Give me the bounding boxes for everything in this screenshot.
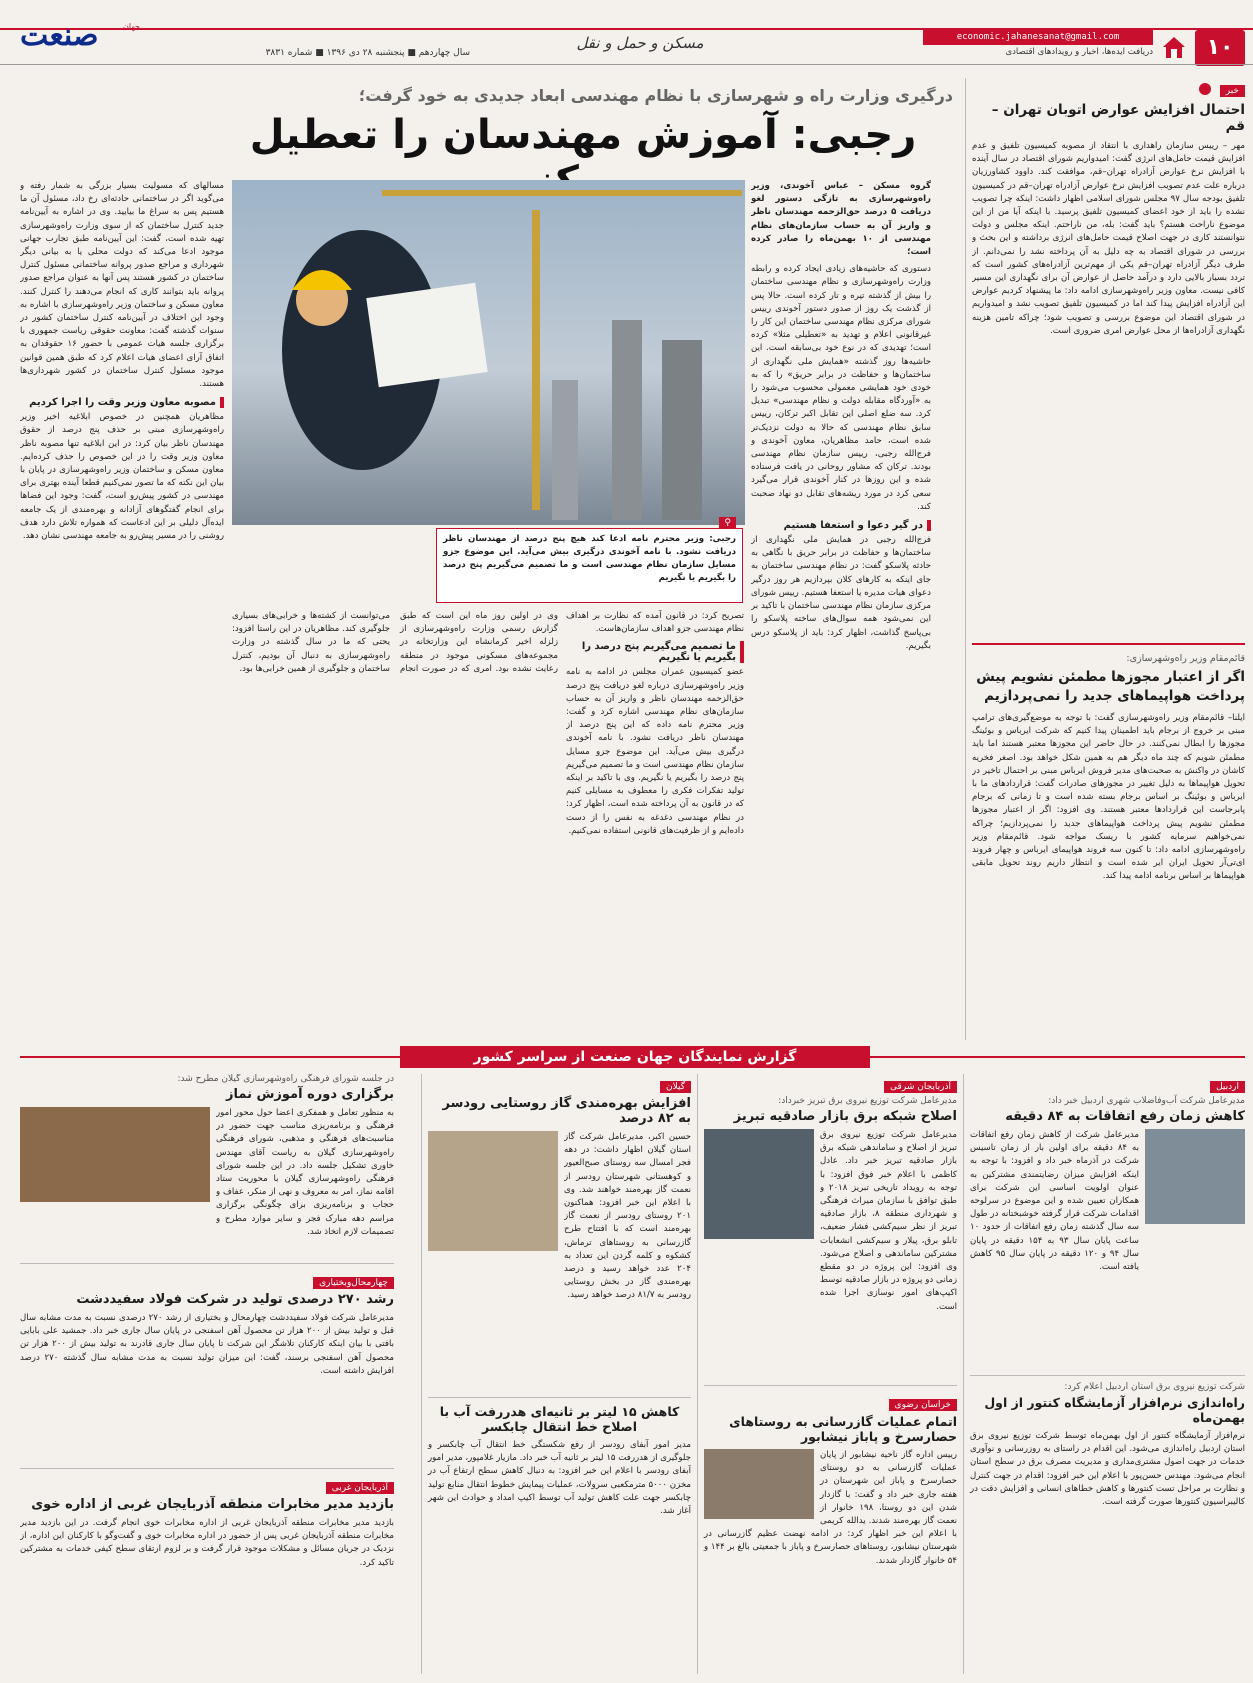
header-email[interactable]: economic.jahanesanat@gmail.com bbox=[923, 30, 1153, 45]
main-col3 bbox=[232, 610, 558, 960]
item-body: مدیرعامل شرکت از کاهش زمان رفع اتفاقات به ۸۴ دقیقه برای اولین بار از زمان تاسیس شرکت در آذرماه خبر داد و افزود: با توجه به اینکه افزایش میزان رضایتمندی مشترکین به عنوان اولویت اساسی این شرکت برای همکاران تعیین شده و این موضوع در سرلوحه اقدامات شرکت قرار گرفته خوشبختانه در طول سه سال گذشته زمان رفع اتفاقات از حدود ۱۰ ساعت پایان سال ۹۳ به ۱۵۴ دقیقه در پایان سال ۹۴ و ۱۲۰ دقیقه در پایان سال ۹۵ کاهش یافته است. bbox=[970, 1130, 1139, 1273]
main-col2-text: تصریح کرد: در قانون آمده که نظارت بر اهداف نظام مهندسی جزو اهداف سازمان‌هاست. bbox=[566, 611, 744, 635]
news-tag-label: خبر bbox=[1220, 85, 1245, 97]
main-kicker: درگیری وزارت راه و شهرسازی با نظام مهندسی ابعاد جدیدی به خود گرفت؛ bbox=[358, 86, 953, 105]
story1-body: مهر – رییس سازمان راهداری با انتقاد از مصوبه کمیسیون تلفیق و عدم افزایش قیمت حامل‌های انرژی گفت: امیدواریم شورای اقتصاد در سال آینده با افزایش نرخ عوارض آزادراه تهران–قم، موافقت کند. داوود کشاورزیان درباره علت عدم تصویب افزایش نرخ عوارض آزادراه تهران–قم در کمیسیون تلفیق بودجه سال ۹۷ مجلس شورای اسلامی اظهار داشت: اینکه چرا تصویب نشده را باید از خود اعضای کمیسیون تلفیق پرسید. با اینکه آیا من از این موضوع ناراحت هستم؟ باید گفت: بله، من ناراحتم. اینکه مجلس و دولت نتوانستند کاری در جهت اصلاح قیمت حامل‌های انرژی برداشته و این بحث و بررسی در شورای اقتصاد به چه دلیل به آن پرداخته نشد را نمی‌دانم. از طرف دیگر آزادراه تهران–قم یکی از مهم‌ترین آزادراه‌های کشور است که تردد بسیار بالایی دارد و درآمد حاصل از عوارض آن برای نگهداری این مسیر کافی نیست. معاون وزیر راه‌وشهرسازی ادامه داد: ما پیشنهاد کردیم عوارض این آزادراه افزایش پیدا کند اما در کمیسیون تلفیق تصویب نشد و امیدواریم در شورای اقتصاد این موضوع بررسی و تصویب شود؛ چراکه تامین هزینه نگهداری آزادراه‌ها از محل عوارض امری ضروری است. bbox=[972, 141, 1245, 336]
main-col3-text: وی در اولین روز ماه این است که طبق گزارش رسمی وزارت راه‌وشهرسازی از زلزله اخیر کرمانشاه این وزارتخانه در مجموعه‌های مسکونی موجود در منطقه رعایت نشده بود. امری که در صورت انجام می‌توانست از کشته‌ها و خرابی‌های بسیاری جلوگیری کند. مظاهریان در این راستا افزود: یحتی که ما در سال گذشته در وزارت راه‌وشهرسازی به دنبال آن بودیم، کنترل ساختمان و جلوگیری از همین خرابی‌ها بود. bbox=[232, 611, 558, 674]
item-photo bbox=[704, 1129, 814, 1239]
item-title: بازدید مدیر مخابرات منطقه آذربایجان غربی از اداره خوی bbox=[31, 1497, 394, 1512]
item-title: اتمام عملیات گازرسانی به روستاهای حصارسرخ و پاباز نیشابور bbox=[729, 1414, 957, 1444]
item-photo bbox=[20, 1107, 210, 1202]
photo-caption: رجبی: وزیر محترم نامه ادعا کند هیچ پنج درصد از مهندسان ناظر دریافت نشود. با نامه آخوندی درگیری بیش می‌آید. این موضوع جزو مسایل سازمان نظام مهندسی است و ما تصمیم می‌گیریم پنج درصد را بگیریم یا نگیریم bbox=[443, 534, 736, 583]
item-photo bbox=[704, 1449, 814, 1519]
logo-prefix: جهان bbox=[123, 22, 140, 31]
item-body: به منظور تعامل و همفکری اعضا حول محور امور فرهنگی و برنامه‌ریزی مناسب جهت حضور در مناسبت‌های فرهنگی و مذهبی، شورای فرهنگی راه‌وشهرسازی گیلان به ریاست آقای مهندس خاوری تشکیل جلسه داد. در این جلسه شورای فرهنگی راه‌وشهرسازی گیلان با محوریت ستاد اقامه نماز، امر به معروف و نهی از منکر، عفاف و حجاب و برنامه‌ریزی برای چگونگی برگزاری مراسم دهه مبارک فجر و سایر موارد مطرح و تصمیمات لازم اتخاذ شد. bbox=[216, 1108, 394, 1237]
item-photo bbox=[428, 1131, 558, 1251]
main-col4-text: مسالهای که مسولیت بسیار بزرگی به شمار رفته و می‌گوید اگر در ساختمانی حادثه‌ای رخ داد، مسئول آن ما هستیم پس به سراغ ما بیایید. وی در اشاره به آیین‌نامه جدید کنترل ساختمان که از سوی وزارت راه‌وشهرسازی تهیه شده است، گفت: این آیین‌نامه طبق تجارب جهانی موجود ادعا می‌کند که دولت محلی یا به بیانی دیگر شهرداری و مراجع صدور پروانه ساختمانی مسئول کنترل ساختمان در کشور هستند پس آنها به عنوان مراجع صدور پروانه باید بتوانند کاری که انجام می‌دهند را کنترل کنند. معاون مسکن و ساختمان وزیر راه‌وشهرسازی با اشاره به وجود این اختلاف در آیین‌نامه کنترل ساختمان کشور در سنوات گذشته گفت: معاونت حقوقی ریاست جمهوری با برگزاری جلسه هیات عمومی با حضور ۱۶ حقوقدان به اتفاق آرای اعضای هیات اعلام کرد که طبق همین قوانین موجود مسئول کنترل ساختمان در کشور شهرداری‌ها هستند. bbox=[20, 181, 224, 390]
right-column bbox=[965, 78, 1245, 1040]
story1-title: احتمال افزایش عوارض اتوبان تهران – قم bbox=[991, 102, 1245, 134]
main-col4 bbox=[20, 180, 224, 960]
item-photo bbox=[1145, 1129, 1245, 1224]
subhead-1: در گیر دعوا و استعفا هستیم bbox=[751, 520, 931, 531]
item-title: اصلاح شبکه برق بازار صادقیه تبریز bbox=[733, 1109, 957, 1124]
item-kicker: مدیرعامل شرکت توزیع نیروی برق تبریز خبرداد: bbox=[778, 1096, 957, 1106]
item-title: برگزاری دوره آموزش نماز bbox=[226, 1087, 394, 1102]
bottom-col-d bbox=[20, 1074, 394, 1674]
item-kicker: در جلسه شورای فرهنگی راه‌وشهرسازی گیلان مطرح شد: bbox=[177, 1074, 394, 1084]
issue-line: سال چهاردهم ■ پنجشنبه ۲۸ دی ۱۳۹۶ ■ شماره ۳۸۳۱ bbox=[265, 48, 470, 58]
story2-title: اگر از اعتبار مجوزها مطمئن نشویم پیش پرداخت هواپیماهای جدید را نمی‌پردازیم bbox=[976, 669, 1245, 704]
subhead-2: ما تصمیم می‌گیریم پنج درصد را بگیریم یا نگیریم bbox=[566, 641, 744, 663]
region-tag: گیلان bbox=[660, 1081, 691, 1093]
region-tag: چهارمحال‌وبختیاری bbox=[313, 1277, 394, 1289]
item-title: رشد ۲۷۰ درصدی تولید در شرکت فولاد سفیددشت bbox=[76, 1292, 394, 1307]
item-body: بازدید مدیر مخابرات منطقه آذربایجان غربی از اداره مخابرات خوی انجام گرفت. در این بازدید مدیر مخابرات منطقه آذربایجان غربی پس از حضور در اداره مخابرات خوی و گفت‌وگو با کارکنان این اداره، از نزدیک در جریان مسائل و مشکلات موجود قرار گرفت و بر لزوم ارتقای سطح کیفی خدمات به مشترکین تاکید کرد. bbox=[20, 1518, 394, 1568]
item-title: افزایش بهره‌مندی گاز روستایی رودسر به ۸۲ درصد bbox=[442, 1096, 691, 1126]
story2-kicker: قائم‌مقام وزیر راه‌وشهرسازی: bbox=[1126, 653, 1245, 664]
main-col2 bbox=[566, 610, 744, 960]
logo-text: صنعت bbox=[20, 18, 99, 53]
photo-caption-box bbox=[436, 518, 743, 603]
region-tag: آذربایجان غربی bbox=[326, 1482, 394, 1494]
section-title: مسکن و حمل و نقل bbox=[576, 34, 704, 52]
page-header bbox=[0, 0, 1253, 72]
item-body: نرم‌افزار آزمایشگاه کنتور از اول بهمن‌ماه توسط شرکت توزیع نیروی برق استان اردبیل راه‌اندازی می‌شود. این اقدام در راستای به روزرسانی و نوآوری خدمات در جهت اصول مشتری‌مداری و مدیریت مصرف برق در سطح استان انجام می‌شود. مهندس حسن‌پور با اعلام این خبر افزود: اقدام در جهت کنترل و نظارت بر مراحل تست کنتورها و کاهش خطاهای انسانی و افزایش دقت در کالیبراسیون کنتورها صورت گرفته است. bbox=[970, 1431, 1245, 1508]
main-col1b-text: فرج‌الله رجبی در همایش ملی نگهداری از ساختمان‌ها و حفاظت در برابر حریق با نگاهی به حادثه پلاسکو گفت: در نظام مهندسی ساختمان به جای اینکه به کارهای کلان بپردازیم هر روز درگیر دعوای هیات مدیره یا استعفا هستیم. رییس شورای مرکزی سازمان نظام مهندسی ساختمان با تاکید بر این نمی‌شود همه سوال‌های ساخته پلاسکو را بی‌پاسخ گذاشت، اظهار کرد: باید از پلاسکو درس بگیریم. bbox=[751, 535, 931, 651]
banner-label: گزارش نمایندگان جهان صنعت از سراسر کشور bbox=[400, 1046, 870, 1068]
main-headline: رجبی: آموزش مهندسان را تعطیل bbox=[249, 112, 917, 158]
page-number-badge: ۱۰ bbox=[1195, 30, 1245, 66]
main-col1 bbox=[751, 180, 931, 960]
news-icon bbox=[1199, 83, 1211, 95]
item-kicker: مدیرعامل شرکت آب‌وفاضلاب شهری اردبیل خبر داد: bbox=[1048, 1096, 1245, 1106]
news-tag bbox=[972, 78, 1245, 94]
item-body: حسین اکبر، مدیرعامل شرکت گاز استان گیلان اظهار داشت: در دهه فجر امسال سه روستای صبح‌العیور و کوهستانی شهرستان رودسر از نعمت گاز بهره‌مند خواهند شد. وی با اعلام این خبر افزود: هماکنون ۲۰۱ روستای رودسر از نعمت گاز بهره‌مند است که با افتتاح طرح گازرسانی به روستاهای ترماش، کشکوه و کلمه گردن این تعداد به ۲۰۴ عدد خواهد رسید و درصد بهره‌مندی گاز در بخش روستایی رودسر به ۸۱/۷ درصد خواهد رسید. bbox=[564, 1132, 691, 1301]
region-tag: خراسان رضوی bbox=[889, 1399, 957, 1411]
house-icon bbox=[1161, 34, 1187, 60]
header-email-sub: دریافت ایده‌ها، اخبار و رویدادهای اقتصادی bbox=[1005, 47, 1153, 57]
bottom-col-b bbox=[697, 1074, 957, 1674]
construction-scene bbox=[232, 180, 745, 525]
header-bottom-rule bbox=[0, 64, 1253, 65]
main-col4b-text: مظاهریان همچنین در خصوص ابلاغیه اخیر وزیر راه‌وشهرسازی مبنی بر حذف پنج درصد از حقوق مهندسان ناظر بیان کرد: در این ابلاغیه تنها مصوبه ناظر معاون وزیر وقت را در این خصوص را حذف کرده‌ایم. معاون مسکن و ساختمان وزیر راه‌وشهرسازی در پایان با بیان این نکته که ما تصور نمی‌کنیم قطعا آینده بهتری برای مهندسی در کشور پیش‌رو است، گفت: وجود این فضاها برای انجام گفتگوهای آزادانه و بهره‌مندی از یک جامعه ایده‌آل دلیلی بر این ادعاست که همواره تلاش دارد هدف روشنی را در مسیر پیش‌رو به جامعه مهندسی نشان دهد. bbox=[20, 412, 224, 542]
caption-search-icon: ⚲ bbox=[719, 517, 736, 529]
newspaper-logo bbox=[20, 18, 140, 56]
subhead-3: مصوبه معاون وزیر وقت را اجرا کردیم bbox=[20, 397, 224, 408]
story2-body: ایلنا– قائم‌مقام وزیر راه‌وشهرسازی گفت: با توجه به موضع‌گیری‌های ترامپ مبنی بر خروج از برجام باید اطمینان پیدا کنیم که شرکت ایرباس و بوئینگ مجوزها را ابطال نمی‌کنند. در حال حاضر این مجوزها معتبر هستند اما باید مطمئن شویم که چند ماه دیگر هم به همین شکل خواهد بود. اصغر فخریه کاشان در واکنش به صحبت‌های مدیر فروش ایرباس مبنی بر احتمال تاخیر در تحویل هواپیماها به دلیل تغییر در مجوزهای صادرات گفت: قراردادهای ما با ایرباس و بوئینگ بر اساس برجام بسته شده است و تا زمانی که برجام پابرجاست این قراردادها معتبر هستند. وی افزود: اگر از اعتبار مجوزها مطمئن نشویم پیش پرداخت هواپیماهای جدید را نمی‌پردازیم؛ چراکه نمی‌خواهیم سرمایه کشور با ریسک مواجه شود. قائم‌مقام وزیر راه‌وشهرسازی ادامه داد: تا کنون سه فروند هواپیمای ایرباس و چهار فروند ای‌تی‌آر تحویل ایران ایر شده است و انتظار داریم روند تحویل مابقی هواپیماها بر اساس برنامه ادامه پیدا کند. bbox=[972, 713, 1245, 882]
region-tag: آذربایجان شرقی bbox=[884, 1081, 957, 1093]
region-tag: اردبیل bbox=[1210, 1081, 1245, 1093]
header-top-rule bbox=[0, 28, 1253, 30]
item-title: کاهش زمان رفع اتفاقات به ۸۴ دقیقه bbox=[1005, 1109, 1245, 1124]
item-title: کاهش ۱۵ لیتر بر ثانیه‌ای هدررفت آب با اصلاح خط انتقال چابکسر bbox=[439, 1404, 680, 1434]
main-byline: گروه مسکن – عباس آخوندی، وزیر راه‌وشهرسازی به تازگی دستور لغو دریافت ۵ درصد حق‌الزحمه مهندسان ناظر و واریز آن به حساب سازمان‌های نظام مهندسی از ۱۰ بهمن‌ماه را صادر کرده است؛ bbox=[751, 181, 931, 258]
story-divider bbox=[972, 643, 1245, 645]
item-body: مدیرعامل شرکت فولاد سفیددشت چهارمحال و بختیاری از رشد ۲۷۰ درصدی نسبت به مدت مشابه سال قبل و تولید بیش از ۲۰۰ هزار تن محصول آهن اسفنجی در پایان سال جاری خبر داد. جمشید علی بابایی بافتی با بیان اینکه کارکنان تلاشگر این شرکت تا پایان سال جاری قادرند به تولید بیش از ۲۰۰ هزار تن محصول آهن اسفنجی برسند، گفت: این میزان تولید نسبت به مدت مشابه سال گذشته ۲۷۰ درصد افزایش داشته است. bbox=[20, 1313, 394, 1376]
item-body: رییس اداره گاز ناحیه نیشابور از پایان عملیات گازرسانی به دو روستای حصارسرخ و پاباز این شهرستان در هفته جاری خبر داد و گفت: با گازدار شدن این دو روستا، ۱۹۸ خانوار از نعمت گاز بهره‌مند شدند. یدالله کریمی با اعلام این خبر اظهار کرد: در ادامه نهضت عظیم گازرسانی در شهرستان نیشابور، روستاهای حصارسرخ و پاباز با جمعیتی بالغ بر ۱۴۴ و ۵۴ خانوار گازدار شدند. bbox=[704, 1450, 957, 1566]
main-col2b-text: عضو کمیسیون عمران مجلس در ادامه به نامه وزیر راه‌وشهرسازی درباره لغو دریافت پنج درصد حق‌الزحمه مهندسان ناظر و واریز آن به حساب سازمان‌های نظام مهندسی اشاره کرد و گفت: وزیر محترم نامه داده که این پنج درصد از مهندسان ناظر دریافت نشود. با نامه آخوندی درگیری بیش می‌آید. این موضوع جزو مسایل سازمان نظام مهندسی است و ما تصمیم می‌گیریم پنج درصد را بگیریم یا نگیریم. وی با تاکید بر اینکه تولید تفکرات فکری را معطوف به مسایلی کنیم که در قانون به آن پرداخته شده است، اظهار کرد: در نظام مهندسی دغدغه به نفس را از دست داده‌ایم و از ظرفیت‌های قانونی استفاده نمی‌کنیم. bbox=[566, 667, 744, 836]
bottom-col-c bbox=[421, 1074, 691, 1674]
bottom-col-a bbox=[963, 1074, 1245, 1674]
item-body: مدیرعامل شرکت توزیع نیروی برق تبریز از اصلاح و ساماندهی شبکه برق بازار صادقیه تبریز خبر داد. عادل کاظمی با اعلام خبر فوق افزود: با توجه به رویداد تاریخی تبریز ۲۰۱۸ و طبق توافق با سازمان میراث فرهنگی و شهرداری منطقه ۸، بازار صادقیه تبریز از نظر سیم‌کشی فشار ضعیف، تابلو برق، پیلار و سیم‌کشی انشعابات مشترکین ساماندهی و اصلاح می‌شود. وی افزود: این پروژه در دو مقطع زمانی دو پروژه در بازار صادقیه توسط اکیپ‌های امور نوسازی اجرا شده است. bbox=[820, 1130, 957, 1312]
item-kicker: شرکت توزیع نیروی برق استان اردبیل اعلام کرد: bbox=[1064, 1382, 1245, 1392]
engineer-photo bbox=[232, 180, 745, 525]
main-col1-text: دستوری که حاشیه‌های زیادی ایجاد کرده و رابطه وزارت راه‌وشهرسازی و نظام مهندسی ساختمان را بیش از گذشته تیره و تار کرده است. حالا پس از گذشت یک روز از صدور دستور آخوندی رییس شورای مرکزی نظام مهندسی ساختمان این کار را غیرقانونی اعلام و تهدید به «تعطیلی مثلا» کرده است؛ تهدیدی که در نوع خود بی‌سابقه است. این حاشیه‌ها روز گذشته «همایش ملی نگهداری از ساختمان‌ها و حفاظت در برابر حریق» را که به خودی خود همایشی معمولی محسوب می‌شود را به «آوردگاه مقابله دولت و نظام مهندسی» تبدیل کرد. سه ضلع اصلی این تقابل اکبر ترکان، رییس سابق نظام مهندسی که حالا به دولت نزدیک‌تر شده است، حامد مظاهریان، معاون آخوندی و فرج‌الله رجبی، رییس سازمان نظام مهندسی بودند. ترکان که مشاور روحانی در یافت فرستاده شده و این روزها در کنار آخوندی قرار می‌گیرد سعی کرد در مورد ریشه‌های تقابل دو نهاد صحبت کند. bbox=[751, 264, 931, 512]
item-title: راه‌اندازی نرم‌افزار آزمایشگاه کنتور از اول بهمن‌ماه bbox=[984, 1395, 1245, 1425]
bottom-banner bbox=[20, 1046, 1245, 1068]
item-body: مدیر امور آبفای رودسر از رفع شکستگی خط انتقال آب چابکسر و جلوگیری از هدررفت ۱۵ لیتر بر ثانیه آب خبر داد. مازیار غلامپور، مدیر امور آبفای رودسر با اعلام این خبر افزود: به دنبال کاهش سطح ارتفاع آب در مخزن ۵۰۰۰ مترمکعبی سرولات، عملیات پیمایش خطوط انتقال منابع تولید چابکسر جهت علت کاهش تولید آب توسط اکیپ امداد و حوادث این شهر آغاز شد. bbox=[428, 1440, 691, 1517]
